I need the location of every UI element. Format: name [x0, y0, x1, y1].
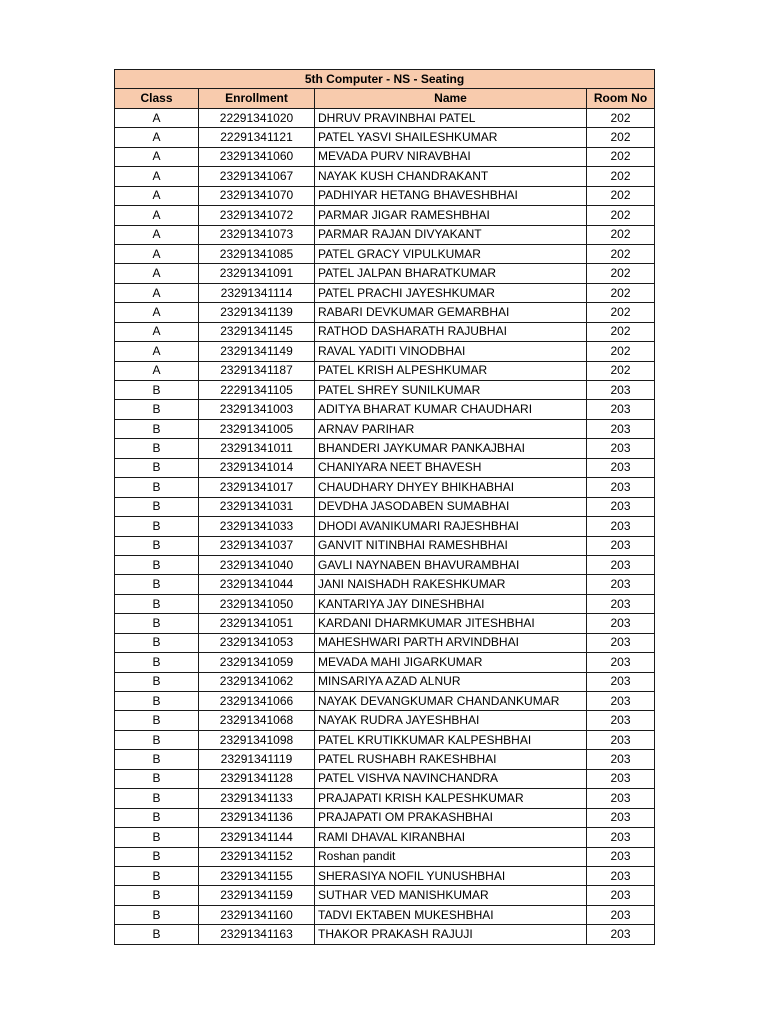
enrollment-cell: 23291341187 [199, 361, 315, 380]
table-row [115, 322, 655, 341]
table-row [115, 866, 655, 885]
column-header-room-no: Room No [587, 89, 655, 108]
room-no-cell: 203 [587, 692, 655, 711]
class-cell: B [115, 381, 199, 400]
room-no-cell: 202 [587, 264, 655, 283]
class-cell: B [115, 478, 199, 497]
enrollment-cell: 23291341066 [199, 692, 315, 711]
name-cell: PATEL KRISH ALPESHKUMAR [315, 361, 587, 380]
enrollment-cell: 23291341139 [199, 303, 315, 322]
enrollment-cell: 23291341044 [199, 575, 315, 594]
class-cell: B [115, 886, 199, 905]
enrollment-cell: 23291341073 [199, 225, 315, 244]
room-no-cell: 202 [587, 128, 655, 147]
room-no-cell: 203 [587, 575, 655, 594]
room-no-cell: 202 [587, 283, 655, 302]
class-cell: A [115, 244, 199, 263]
class-cell: B [115, 633, 199, 652]
class-cell: B [115, 847, 199, 866]
table-row [115, 283, 655, 302]
enrollment-cell: 22291341020 [199, 108, 315, 127]
class-cell: B [115, 594, 199, 613]
table-row [115, 692, 655, 711]
class-cell: A [115, 108, 199, 127]
class-cell: B [115, 711, 199, 730]
enrollment-cell: 23291341114 [199, 283, 315, 302]
room-no-cell: 203 [587, 789, 655, 808]
room-no-cell: 202 [587, 147, 655, 166]
room-no-cell: 202 [587, 361, 655, 380]
table-row [115, 633, 655, 652]
table-row [115, 206, 655, 225]
table-row [115, 789, 655, 808]
room-no-cell: 203 [587, 925, 655, 944]
name-cell: PATEL PRACHI JAYESHKUMAR [315, 283, 587, 302]
enrollment-cell: 23291341155 [199, 866, 315, 885]
name-cell: NAYAK DEVANGKUMAR CHANDANKUMAR [315, 692, 587, 711]
enrollment-cell: 23291341128 [199, 769, 315, 788]
name-cell: RATHOD DASHARATH RAJUBHAI [315, 322, 587, 341]
room-no-cell: 203 [587, 478, 655, 497]
room-no-cell: 203 [587, 497, 655, 516]
class-cell: A [115, 206, 199, 225]
enrollment-cell: 23291341098 [199, 730, 315, 749]
class-cell: B [115, 925, 199, 944]
class-cell: B [115, 789, 199, 808]
room-no-cell: 203 [587, 730, 655, 749]
class-cell: B [115, 905, 199, 924]
enrollment-cell: 23291341051 [199, 614, 315, 633]
room-no-cell: 203 [587, 614, 655, 633]
room-no-cell: 203 [587, 672, 655, 691]
enrollment-cell: 23291341005 [199, 419, 315, 438]
name-cell: PATEL RUSHABH RAKESHBHAI [315, 750, 587, 769]
room-no-cell: 203 [587, 381, 655, 400]
class-cell: B [115, 419, 199, 438]
table-row [115, 614, 655, 633]
table-row [115, 653, 655, 672]
enrollment-cell: 23291341060 [199, 147, 315, 166]
table-row [115, 575, 655, 594]
table-row [115, 108, 655, 127]
class-cell: B [115, 517, 199, 536]
class-cell: A [115, 342, 199, 361]
name-cell: PRAJAPATI KRISH KALPESHKUMAR [315, 789, 587, 808]
name-cell: DHRUV PRAVINBHAI PATEL [315, 108, 587, 127]
room-no-cell: 203 [587, 828, 655, 847]
name-cell: PATEL JALPAN BHARATKUMAR [315, 264, 587, 283]
class-cell: A [115, 147, 199, 166]
name-cell: Roshan pandit [315, 847, 587, 866]
room-no-cell: 203 [587, 866, 655, 885]
header-row [115, 89, 655, 108]
table-row [115, 497, 655, 516]
enrollment-cell: 23291341070 [199, 186, 315, 205]
name-cell: PATEL YASVI SHAILESHKUMAR [315, 128, 587, 147]
enrollment-cell: 23291341085 [199, 244, 315, 263]
name-cell: TADVI EKTABEN MUKESHBHAI [315, 905, 587, 924]
name-cell: MEVADA MAHI JIGARKUMAR [315, 653, 587, 672]
class-cell: B [115, 614, 199, 633]
room-no-cell: 202 [587, 225, 655, 244]
table-row [115, 361, 655, 380]
name-cell: NAYAK KUSH CHANDRAKANT [315, 167, 587, 186]
room-no-cell: 202 [587, 303, 655, 322]
class-cell: B [115, 672, 199, 691]
room-no-cell: 203 [587, 808, 655, 827]
table-row [115, 905, 655, 924]
enrollment-cell: 23291341119 [199, 750, 315, 769]
title-row [115, 70, 655, 89]
name-cell: GANVIT NITINBHAI RAMESHBHAI [315, 536, 587, 555]
name-cell: DEVDHA JASODABEN SUMABHAI [315, 497, 587, 516]
room-no-cell: 203 [587, 886, 655, 905]
table-row [115, 847, 655, 866]
table-row [115, 186, 655, 205]
name-cell: RAMI DHAVAL KIRANBHAI [315, 828, 587, 847]
name-cell: PARMAR RAJAN DIVYAKANT [315, 225, 587, 244]
enrollment-cell: 23291341068 [199, 711, 315, 730]
enrollment-cell: 23291341033 [199, 517, 315, 536]
enrollment-cell: 23291341062 [199, 672, 315, 691]
enrollment-cell: 22291341105 [199, 381, 315, 400]
class-cell: B [115, 750, 199, 769]
class-cell: B [115, 653, 199, 672]
class-cell: B [115, 497, 199, 516]
name-cell: PATEL VISHVA NAVINCHANDRA [315, 769, 587, 788]
enrollment-cell: 23291341145 [199, 322, 315, 341]
table-row [115, 244, 655, 263]
class-cell: B [115, 730, 199, 749]
table-row [115, 419, 655, 438]
room-no-cell: 203 [587, 517, 655, 536]
enrollment-cell: 23291341144 [199, 828, 315, 847]
room-no-cell: 203 [587, 750, 655, 769]
enrollment-cell: 23291341040 [199, 555, 315, 574]
column-header-class: Class [115, 89, 199, 108]
name-cell: NAYAK RUDRA JAYESHBHAI [315, 711, 587, 730]
class-cell: A [115, 283, 199, 302]
table-row [115, 769, 655, 788]
enrollment-cell: 23291341149 [199, 342, 315, 361]
class-cell: B [115, 692, 199, 711]
column-header-name: Name [315, 89, 587, 108]
enrollment-cell: 23291341160 [199, 905, 315, 924]
enrollment-cell: 22291341121 [199, 128, 315, 147]
sheet-title: 5th Computer - NS - Seating [115, 70, 655, 89]
table-row [115, 555, 655, 574]
class-cell: B [115, 866, 199, 885]
enrollment-cell: 23291341037 [199, 536, 315, 555]
room-no-cell: 202 [587, 244, 655, 263]
room-no-cell: 203 [587, 594, 655, 613]
class-cell: B [115, 400, 199, 419]
table-row [115, 517, 655, 536]
table-row [115, 147, 655, 166]
class-cell: A [115, 264, 199, 283]
name-cell: CHAUDHARY DHYEY BHIKHABHAI [315, 478, 587, 497]
room-no-cell: 203 [587, 847, 655, 866]
table-row [115, 225, 655, 244]
class-cell: B [115, 536, 199, 555]
name-cell: PADHIYAR HETANG BHAVESHBHAI [315, 186, 587, 205]
enrollment-cell: 23291341067 [199, 167, 315, 186]
room-no-cell: 203 [587, 458, 655, 477]
name-cell: ARNAV PARIHAR [315, 419, 587, 438]
class-cell: B [115, 769, 199, 788]
table-row [115, 439, 655, 458]
table-row [115, 381, 655, 400]
name-cell: KARDANI DHARMKUMAR JITESHBHAI [315, 614, 587, 633]
room-no-cell: 202 [587, 322, 655, 341]
table-row [115, 478, 655, 497]
column-header-enrollment: Enrollment [199, 89, 315, 108]
room-no-cell: 203 [587, 711, 655, 730]
enrollment-cell: 23291341017 [199, 478, 315, 497]
table-row [115, 750, 655, 769]
enrollment-cell: 23291341050 [199, 594, 315, 613]
class-cell: A [115, 167, 199, 186]
name-cell: KANTARIYA JAY DINESHBHAI [315, 594, 587, 613]
room-no-cell: 203 [587, 633, 655, 652]
name-cell: PATEL KRUTIKKUMAR KALPESHBHAI [315, 730, 587, 749]
table-row [115, 342, 655, 361]
enrollment-cell: 23291341163 [199, 925, 315, 944]
enrollment-cell: 23291341159 [199, 886, 315, 905]
table-row [115, 167, 655, 186]
table-row [115, 711, 655, 730]
class-cell: A [115, 322, 199, 341]
name-cell: PATEL SHREY SUNILKUMAR [315, 381, 587, 400]
enrollment-cell: 23291341091 [199, 264, 315, 283]
enrollment-cell: 23291341053 [199, 633, 315, 652]
seating-body [115, 108, 655, 944]
room-no-cell: 203 [587, 439, 655, 458]
table-row [115, 458, 655, 477]
table-row [115, 400, 655, 419]
room-no-cell: 203 [587, 419, 655, 438]
class-cell: B [115, 828, 199, 847]
name-cell: BHANDERI JAYKUMAR PANKAJBHAI [315, 439, 587, 458]
name-cell: RABARI DEVKUMAR GEMARBHAI [315, 303, 587, 322]
name-cell: MAHESHWARI PARTH ARVINDBHAI [315, 633, 587, 652]
class-cell: B [115, 808, 199, 827]
name-cell: RAVAL YADITI VINODBHAI [315, 342, 587, 361]
name-cell: PATEL GRACY VIPULKUMAR [315, 244, 587, 263]
name-cell: GAVLI NAYNABEN BHAVURAMBHAI [315, 555, 587, 574]
enrollment-cell: 23291341136 [199, 808, 315, 827]
class-cell: A [115, 186, 199, 205]
class-cell: A [115, 128, 199, 147]
enrollment-cell: 23291341011 [199, 439, 315, 458]
enrollment-cell: 23291341152 [199, 847, 315, 866]
table-row [115, 808, 655, 827]
class-cell: A [115, 225, 199, 244]
room-no-cell: 203 [587, 536, 655, 555]
name-cell: CHANIYARA NEET BHAVESH [315, 458, 587, 477]
enrollment-cell: 23291341133 [199, 789, 315, 808]
class-cell: A [115, 303, 199, 322]
room-no-cell: 202 [587, 342, 655, 361]
room-no-cell: 203 [587, 905, 655, 924]
name-cell: PARMAR JIGAR RAMESHBHAI [315, 206, 587, 225]
name-cell: SHERASIYA NOFIL YUNUSHBHAI [315, 866, 587, 885]
enrollment-cell: 23291341003 [199, 400, 315, 419]
seating-table [114, 69, 655, 945]
enrollment-cell: 23291341014 [199, 458, 315, 477]
enrollment-cell: 23291341072 [199, 206, 315, 225]
room-no-cell: 202 [587, 108, 655, 127]
enrollment-cell: 23291341031 [199, 497, 315, 516]
name-cell: MEVADA PURV NIRAVBHAI [315, 147, 587, 166]
enrollment-cell: 23291341059 [199, 653, 315, 672]
room-no-cell: 203 [587, 653, 655, 672]
table-row [115, 672, 655, 691]
class-cell: B [115, 439, 199, 458]
table-row [115, 536, 655, 555]
table-row [115, 730, 655, 749]
table-row [115, 594, 655, 613]
table-row [115, 925, 655, 944]
room-no-cell: 203 [587, 555, 655, 574]
class-cell: B [115, 575, 199, 594]
class-cell: B [115, 555, 199, 574]
room-no-cell: 202 [587, 186, 655, 205]
room-no-cell: 203 [587, 769, 655, 788]
room-no-cell: 202 [587, 167, 655, 186]
table-row [115, 886, 655, 905]
class-cell: B [115, 458, 199, 477]
name-cell: DHODI AVANIKUMARI RAJESHBHAI [315, 517, 587, 536]
table-row [115, 828, 655, 847]
name-cell: SUTHAR VED MANISHKUMAR [315, 886, 587, 905]
table-row [115, 303, 655, 322]
table-row [115, 264, 655, 283]
name-cell: MINSARIYA AZAD ALNUR [315, 672, 587, 691]
room-no-cell: 202 [587, 206, 655, 225]
name-cell: ADITYA BHARAT KUMAR CHAUDHARI [315, 400, 587, 419]
name-cell: JANI NAISHADH RAKESHKUMAR [315, 575, 587, 594]
name-cell: THAKOR PRAKASH RAJUJI [315, 925, 587, 944]
table-row [115, 128, 655, 147]
class-cell: A [115, 361, 199, 380]
name-cell: PRAJAPATI OM PRAKASHBHAI [315, 808, 587, 827]
room-no-cell: 203 [587, 400, 655, 419]
